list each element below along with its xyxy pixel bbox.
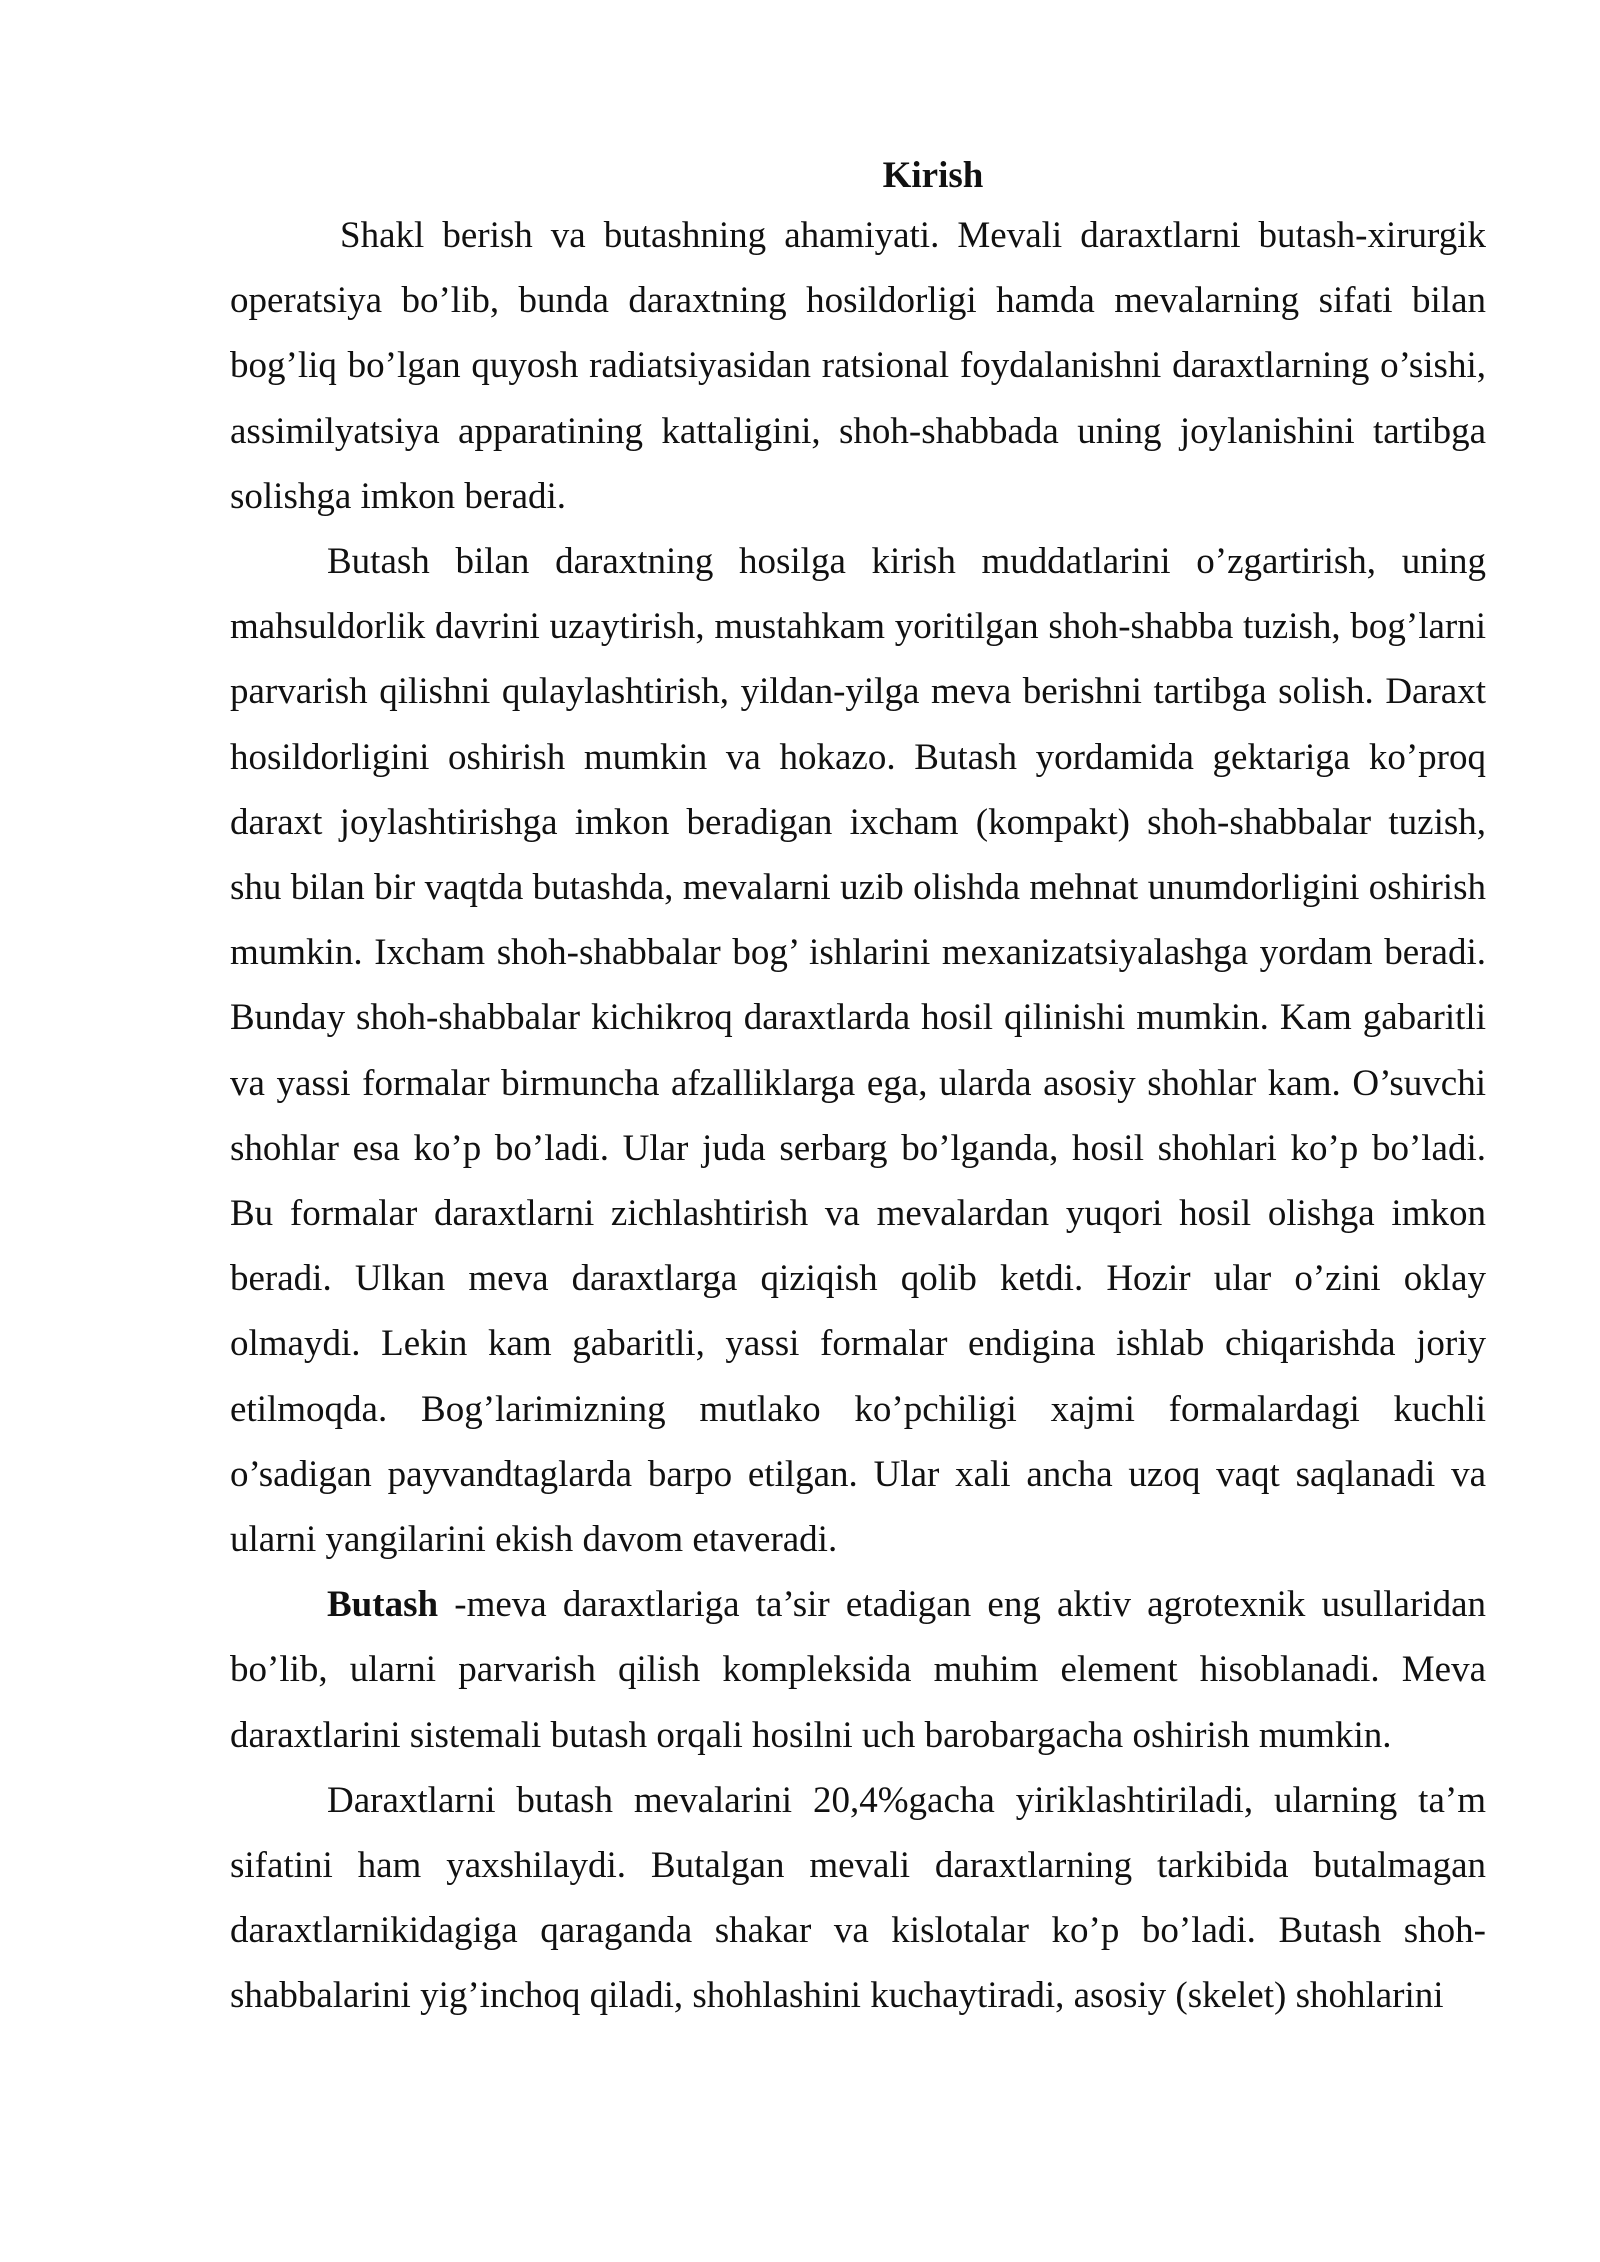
paragraph-text: Daraxtlarni butash mevalarini 20,4%gacha yiriklashtiriladi, ularning ta’m sifatini ham yaxshilaydi. Butalgan mevali daraxtlarning tarkibida butalmagan daraxtlarnikidagiga qaraganda shakar va kislotalar ko’p bo’ladi. Butash shoh-shabbalarini yig’inchoq qiladi, shohlashini kuchaytiradi, asosiy (skelet) shohlarini xyxy=(230,1779,1486,2017)
paragraph-text: -meva daraxtlariga ta’sir etadigan eng aktiv agrotexnik usullaridan bo’lib, ularni parvarish qilish kompleksida muhim element hisoblanadi. Meva daraxtlarini sistemali butash orqali hosilni uch barobargacha oshirish mumkin. xyxy=(230,1584,1486,1756)
paragraph-fruit-quality xyxy=(230,1768,1486,2029)
paragraph-butash-definition xyxy=(230,1572,1486,1768)
paragraph-text: Butash bilan daraxtning hosilga kirish muddatlarini o’zgartirish, uning mahsuldorlik davrini uzaytirish, mustahkam yoritilgan shoh-shabba tuzish, bog’larni parvarish qilishni qulaylashtirish, yildan-yilga meva berishni tartibga solish. Daraxt hosildorligini oshirish mumkin va hokazo. Butash yordamida gektariga ko’proq daraxt joylashtirishga imkon beradigan ixcham (kompakt) shoh-shabbalar tuzish, shu bilan bir vaqtda butashda, mevalarni uzib olishda mehnat unumdorligini oshirish mumkin. Ixcham shoh-shabbalar bog’ ishlarini mexanizatsiyalashga yordam beradi. Bunday shoh-shabbalar kichikroq daraxtlarda hosil qilinishi mumkin. Kam gabaritli va yassi formalar birmuncha afzalliklarga ega, ularda asosiy shohlar kam. O’suvchi shohlar esa ko’p bo’ladi. Ular juda serbarg bo’lganda, hosil shohlari ko’p bo’ladi. Bu formalar daraxtlarni zichlashtirish va mevalardan yuqori hosil olishga imkon beradi. Ulkan meva daraxtlarga qiziqish qolib ketdi. Hozir ular o’zini oklay olmaydi. Lekin kam gabaritli, yassi formalar endigina ishlab chiqarishda joriy etilmoqda. Bog’larimizning mutlako ko’pchiligi xajmi formalardagi kuchli o’sadigan payvandtaglarda barpo etilgan. Ular xali ancha uzoq vaqt saqlanadi va ularni yangilarini ekish davom etaveradi. xyxy=(230,541,1486,1561)
paragraph-butash-benefits xyxy=(230,529,1486,1572)
paragraph-text: Shakl berish va butashning ahamiyati. Mevali daraxtlarni butash-xirurgik operatsiya bo’lib, bunda daraxtning hosildorligi hamda mevalarning sifati bilan bog’liq bo’lgan quyosh radiatsiyasidan ratsional foydalanishni daraxtlarning o’sishi, assimilyatsiya apparatining kattaligini, shoh-shabbada uning joylanishini tartibga solishga imkon beradi. xyxy=(230,215,1486,517)
bold-term: Butash xyxy=(327,1584,439,1626)
paragraph-intro xyxy=(230,203,1486,529)
page-title: Kirish xyxy=(882,155,984,196)
document-body xyxy=(230,148,1486,2029)
